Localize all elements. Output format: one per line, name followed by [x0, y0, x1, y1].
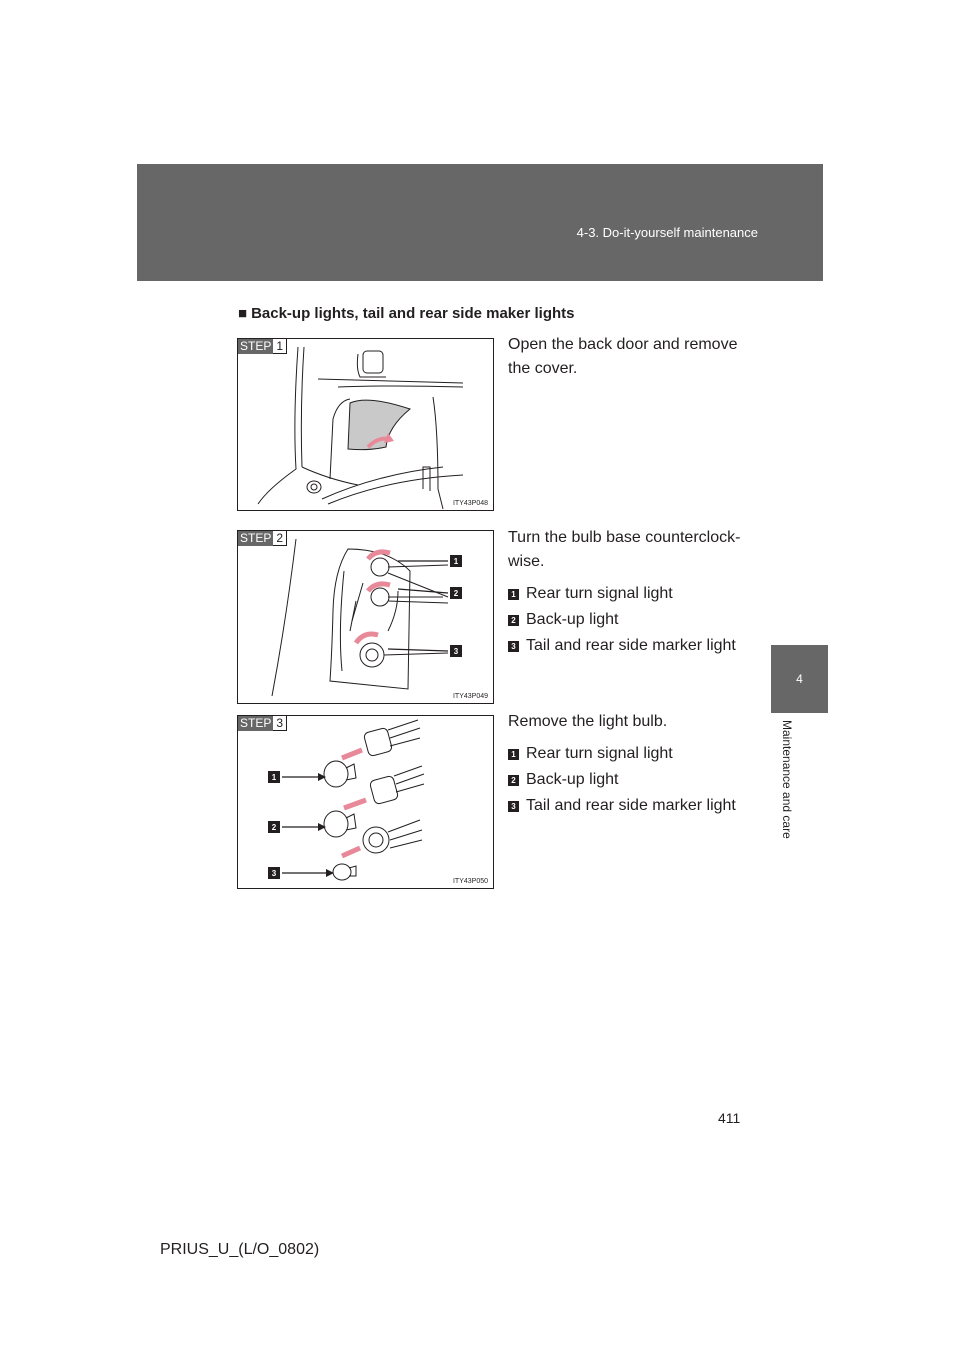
step2-illustration [238, 531, 493, 703]
step-number: 1 [273, 339, 287, 354]
number-badge: 1 [508, 589, 519, 600]
list-item [508, 742, 758, 766]
figure-code: ITY43P048 [452, 500, 488, 507]
callout-1: 1 [271, 773, 277, 782]
number-badge: 2 [508, 615, 519, 626]
list-item-label: Tail and rear side marker light [526, 637, 736, 654]
section-title: 4-3. Do-it-yourself maintenance [576, 225, 758, 240]
callout-2: 2 [271, 823, 277, 832]
step3-instruction: Remove the light bulb. [508, 713, 668, 730]
list-item [508, 794, 758, 818]
chapter-label-text: Maintenance and care [780, 720, 794, 839]
list-item-label: Back-up light [526, 611, 619, 628]
chapter-tab [771, 645, 828, 713]
step1-instruction: Open the back door and remove the cover. [508, 336, 738, 377]
number-badge: 3 [508, 641, 519, 652]
heading-text: Back-up lights, tail and rear side maker lights [251, 305, 575, 322]
callout-2: 2 [453, 589, 459, 598]
figure-code: ITY43P050 [452, 878, 488, 885]
step1-figure [237, 338, 494, 511]
step-number: 3 [273, 716, 287, 731]
header-band [137, 164, 823, 281]
step3-figure [237, 715, 494, 889]
step-number: 2 [273, 531, 287, 546]
callout-3: 3 [271, 869, 277, 878]
step2-list [508, 582, 758, 658]
chapter-number: 4 [796, 672, 803, 686]
number-badge: 1 [508, 749, 519, 760]
figure-code: ITY43P049 [452, 693, 488, 700]
step-word: STEP [240, 531, 272, 545]
step2-text [508, 526, 758, 658]
step-word: STEP [240, 716, 272, 730]
number-badge: 3 [508, 801, 519, 812]
step3-list [508, 742, 758, 818]
list-item-label: Tail and rear side marker light [526, 797, 736, 814]
page-number: 411 [718, 1110, 741, 1126]
step-badge [238, 531, 287, 546]
list-item [508, 634, 758, 658]
list-item [508, 582, 758, 606]
list-item [508, 768, 758, 792]
number-badge: 2 [508, 775, 519, 786]
list-item-label: Back-up light [526, 771, 619, 788]
list-item-label: Rear turn signal light [526, 585, 673, 602]
chapter-label [778, 720, 794, 870]
step-badge [238, 716, 287, 731]
step3-illustration [238, 716, 493, 888]
step-word: STEP [240, 339, 272, 353]
callout-1: 1 [453, 557, 459, 566]
step2-figure [237, 530, 494, 704]
section-heading [238, 305, 575, 322]
list-item-label: Rear turn signal light [526, 745, 673, 762]
step2-instruction: Turn the bulb base counterclock-wise. [508, 529, 741, 570]
step-badge [238, 339, 287, 354]
list-item [508, 608, 758, 632]
step1-text [508, 333, 758, 381]
callout-3: 3 [453, 647, 459, 656]
heading-bullet: ■ [238, 305, 248, 322]
document-code: PRIUS_U_(L/O_0802) [160, 1241, 320, 1258]
step3-text [508, 710, 758, 818]
step1-illustration [238, 339, 493, 510]
